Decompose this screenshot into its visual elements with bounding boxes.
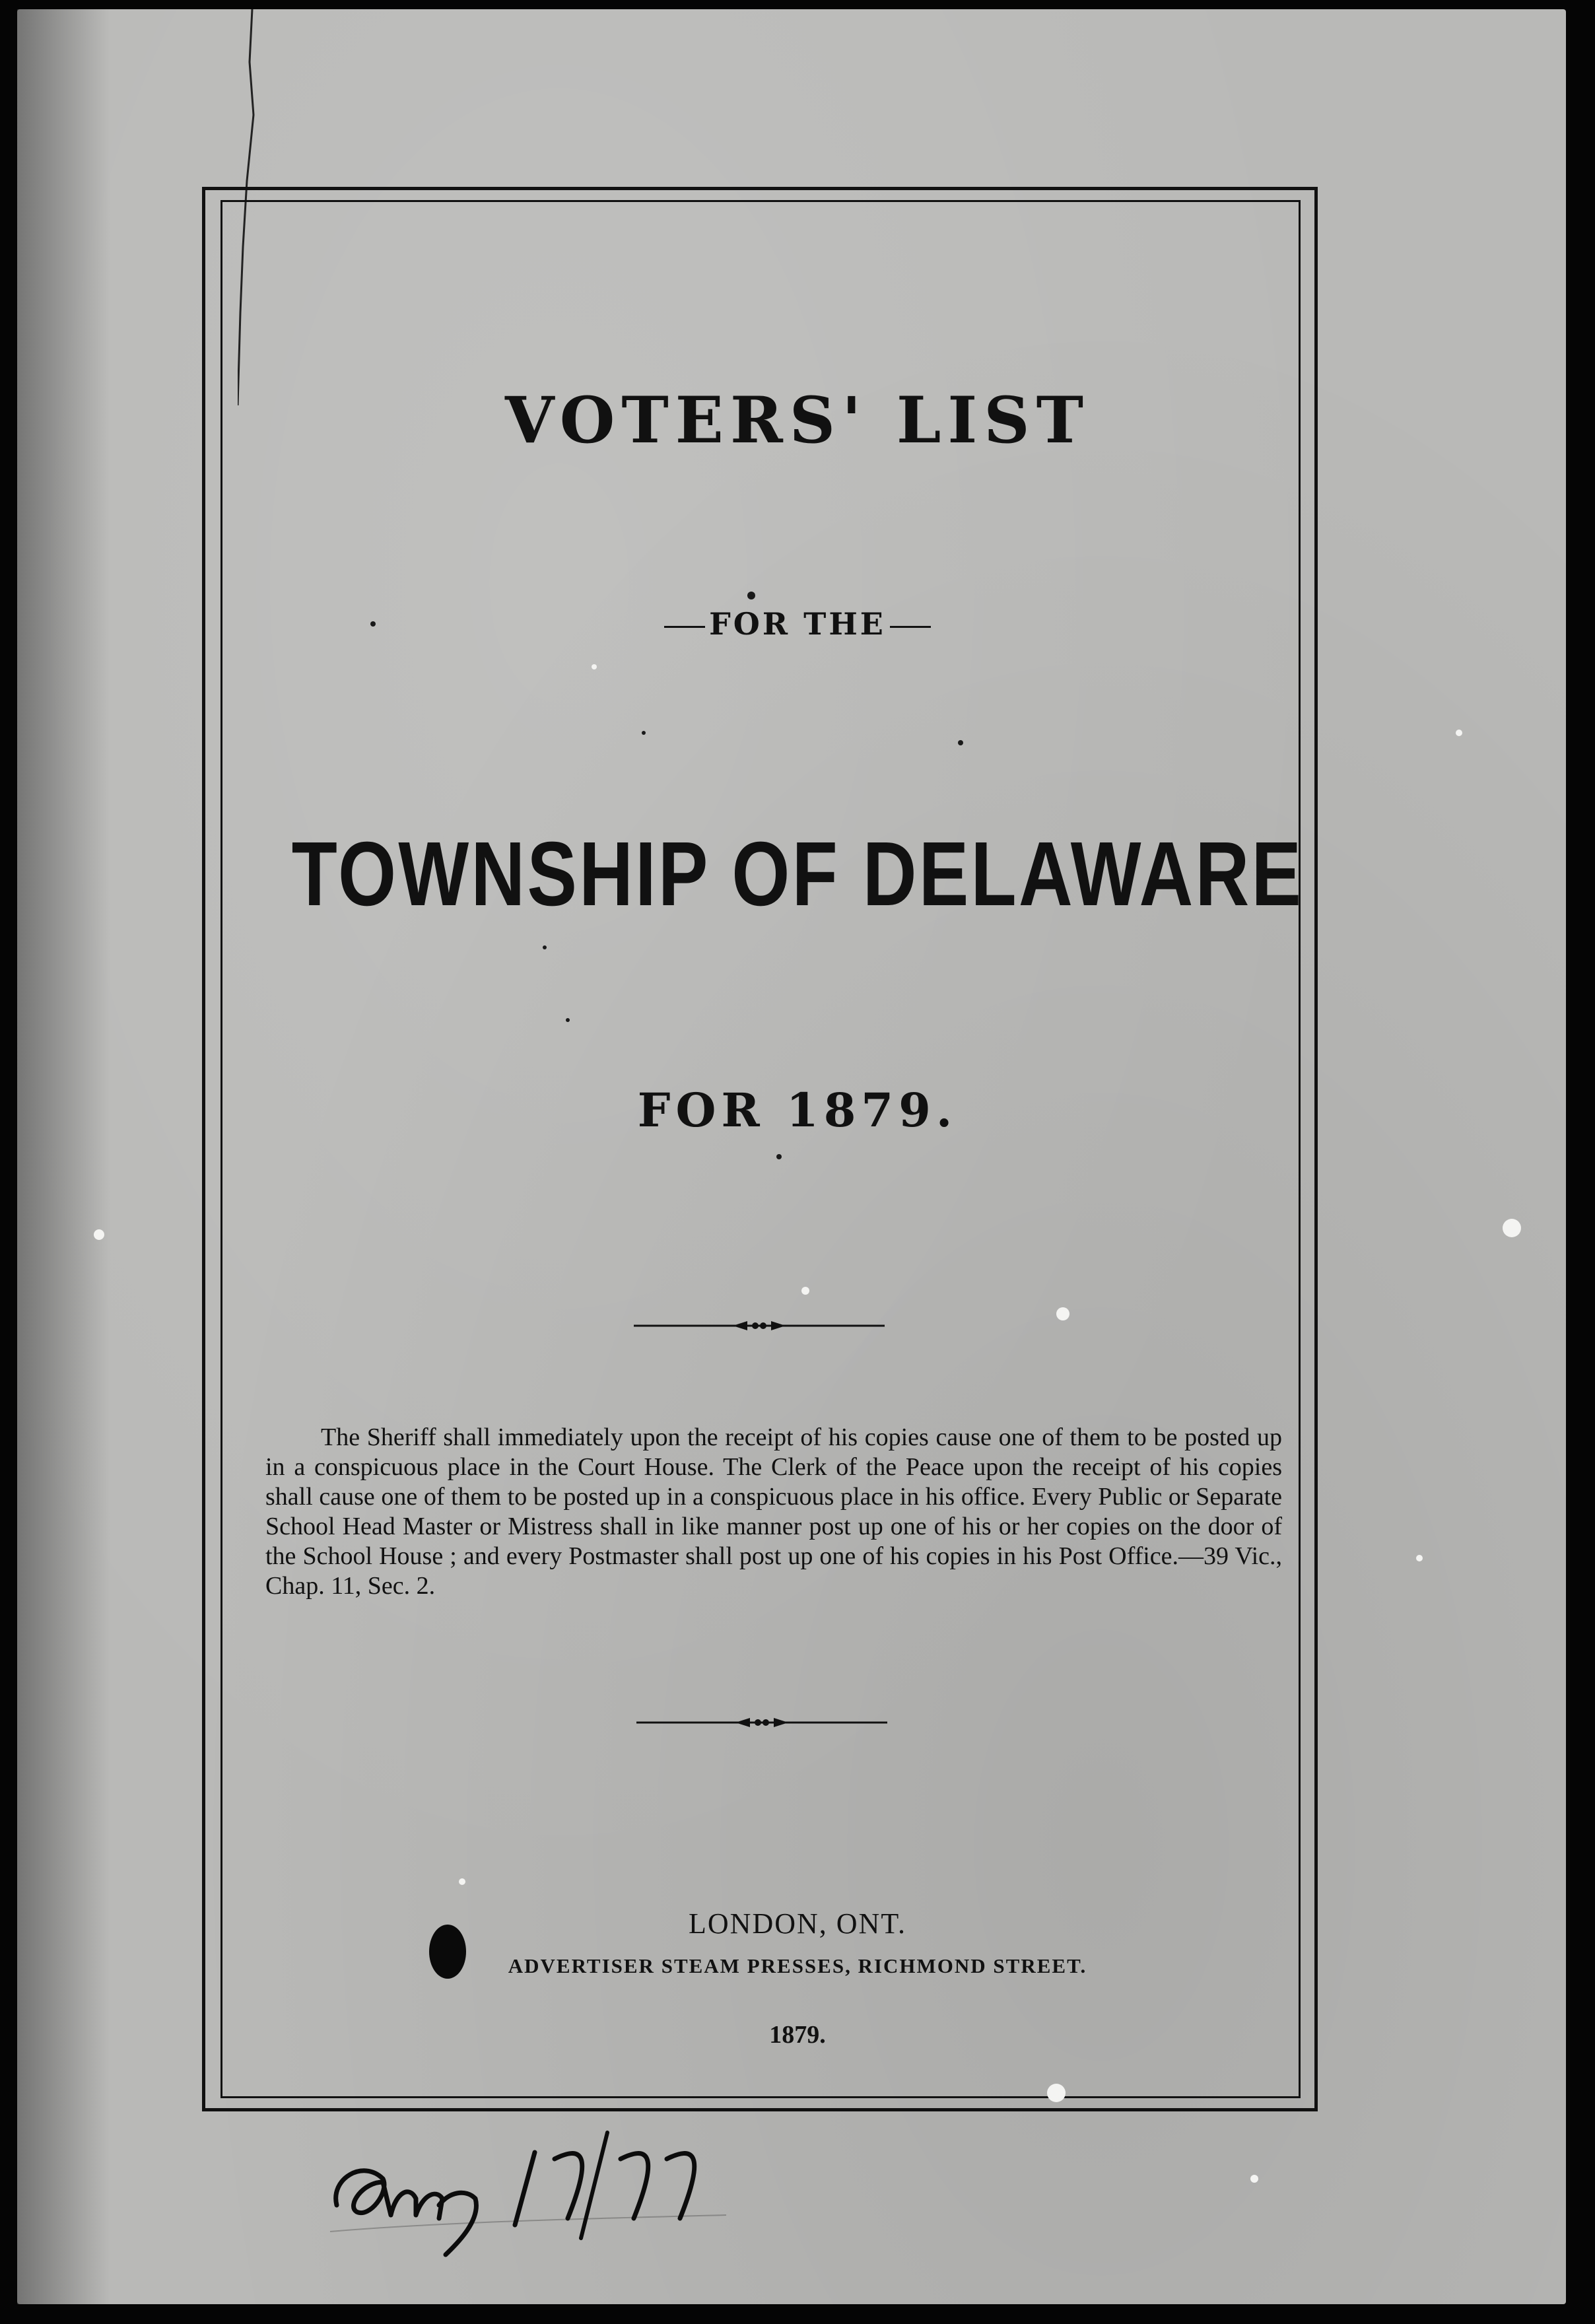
imprint-year: 1879. (769, 2021, 826, 2049)
title-voters-list: VOTERS' LIST (504, 383, 1091, 458)
imprint-press: ADVERTISER STEAM PRESSES, RICHMOND STREET. (508, 1954, 1087, 1977)
posting-notice: The Sheriff shall immediately upon the receipt of his copies cause one of them to be posted up in a conspicuous place in the Court House. The Clerk of the Peace upon the receipt of his copies shall cause one of them to be posted up in a conspicuous place in his office. Every Public or Separate School Head Master or Mistress shall in like manner post up one of his or her copies on the door of the School House ; and every Postmaster shall post up one of his copies in his Post Office.—39 Vic., Chap. 11, Sec. 2. (265, 1423, 1282, 1600)
title-year: FOR 1879. (637, 1083, 958, 1138)
imprint-place: LONDON, ONT. (689, 1907, 906, 1940)
title-for-the-text: FOR THE (709, 606, 886, 642)
title-township: TOWNSHIP OF DELAWARE (291, 823, 1304, 925)
